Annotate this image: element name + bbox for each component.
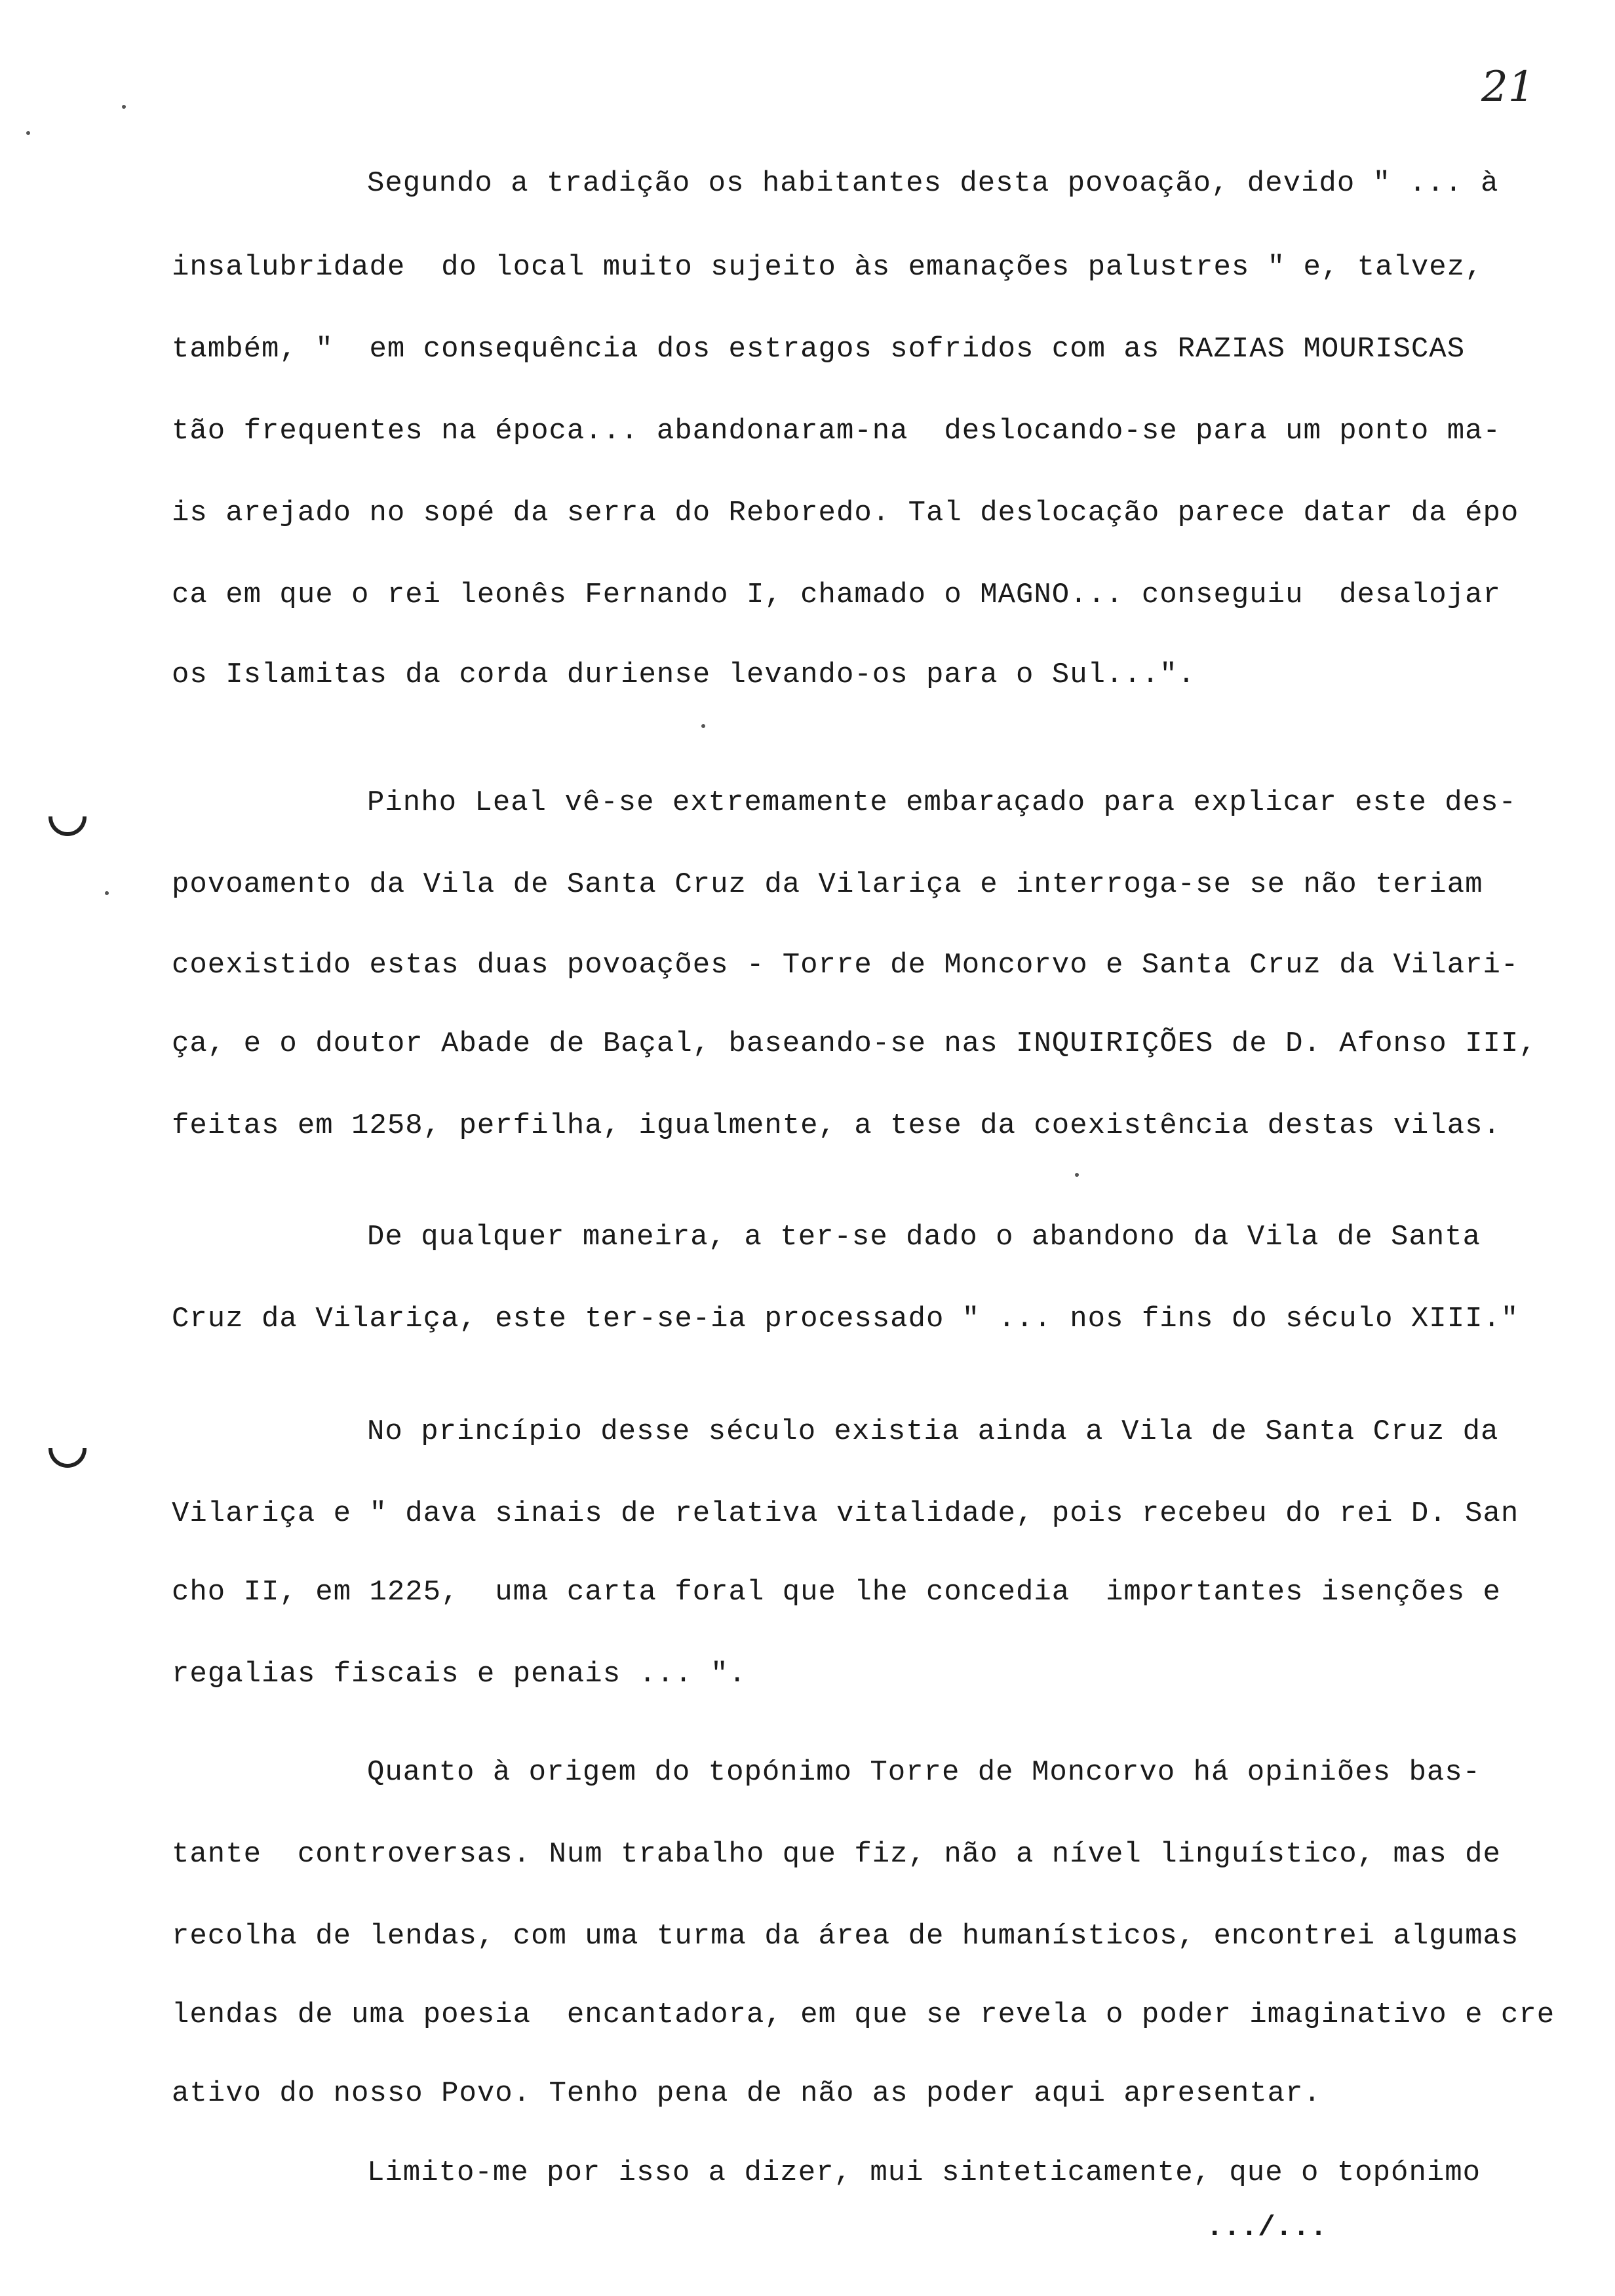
text-line: insalubridade do local muito sujeito às emanações palustres " e, talvez,	[172, 251, 1483, 284]
continuation-mark: .../...	[1206, 2211, 1327, 2244]
text-line: coexistido estas duas povoações - Torre de Moncorvo e Santa Cruz da Vilari-	[172, 949, 1519, 982]
text-line: Vilariça e " dava sinais de relativa vitalidade, pois recebeu do rei D. San	[172, 1497, 1519, 1530]
text-line: tão frequentes na época... abandonaram-na deslocando-se para um ponto ma-	[172, 415, 1501, 448]
text-line: is arejado no sopé da serra do Reboredo. Tal deslocação parece datar da épo	[172, 497, 1519, 529]
text-line: No princípio desse século existia ainda a Vila de Santa Cruz da	[367, 1415, 1499, 1448]
text-line: Limito-me por isso a dizer, mui sinteticamente, que o topónimo	[367, 2156, 1481, 2189]
speck	[1075, 1173, 1079, 1177]
text-line: Segundo a tradição os habitantes desta povoação, devido " ... à	[367, 167, 1499, 200]
text-line: ativo do nosso Povo. Tenho pena de não as poder aqui apresentar.	[172, 2077, 1321, 2110]
speck	[122, 105, 126, 109]
text-line: os Islamitas da corda duriense levando-os para o Sul...".	[172, 659, 1196, 691]
text-line: ca em que o rei leonês Fernando I, chamado o MAGNO... conseguiu desalojar	[172, 579, 1501, 611]
speck	[701, 724, 705, 728]
text-line: ça, e o doutor Abade de Baçal, baseando-se nas INQUIRIÇÕES de D. Afonso III,	[172, 1027, 1537, 1060]
binder-hole-mark	[49, 1448, 87, 1468]
text-line: regalias fiscais e penais ... ".	[172, 1658, 747, 1691]
text-line: Quanto à origem do topónimo Torre de Moncorvo há opiniões bas-	[367, 1756, 1481, 1789]
text-line: tante controversas. Num trabalho que fiz, não a nível linguístico, mas de	[172, 1838, 1501, 1871]
speck	[26, 131, 30, 135]
text-line: De qualquer maneira, a ter-se dado o abandono da Vila de Santa	[367, 1221, 1481, 1253]
page-number: 21	[1481, 63, 1535, 111]
text-line: Cruz da Vilariça, este ter-se-ia processado " ... nos fins do século XIII."	[172, 1303, 1519, 1335]
text-line: Pinho Leal vê-se extremamente embaraçado para explicar este des-	[367, 786, 1517, 819]
text-line: feitas em 1258, perfilha, igualmente, a tese da coexistência destas vilas.	[172, 1109, 1501, 1142]
text-line: povoamento da Vila de Santa Cruz da Vilariça e interroga-se se não teriam	[172, 868, 1483, 901]
text-line: também, " em consequência dos estragos sofridos com as RAZIAS MOURISCAS	[172, 333, 1466, 366]
binder-hole-mark	[49, 816, 87, 836]
text-line: lendas de uma poesia encantadora, em que se revela o poder imaginativo e cre	[172, 1999, 1555, 2031]
text-line: cho II, em 1225, uma carta foral que lhe concedia importantes isenções e	[172, 1576, 1501, 1609]
speck	[105, 891, 109, 895]
text-line: recolha de lendas, com uma turma da área de humanísticos, encontrei algumas	[172, 1920, 1519, 1953]
